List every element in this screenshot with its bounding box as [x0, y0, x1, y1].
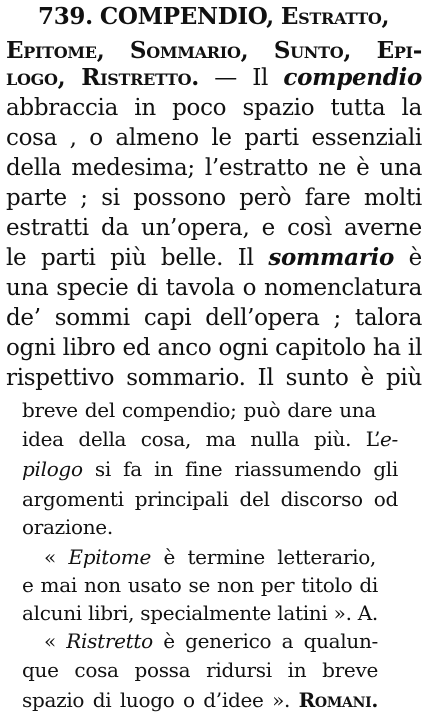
text-line — [44, 627, 378, 655]
text-segment: spazio di luogo o d’idee ». — [22, 688, 299, 712]
text-segment: alcuni libri, specialmente latini ». A. — [22, 601, 378, 625]
text-segment: — Il — [199, 65, 284, 91]
text-line — [22, 485, 398, 513]
text-segment: si fa in fine riassumendo gli — [82, 457, 398, 481]
text-line — [22, 571, 378, 599]
text-segment: estratti da un’opera, e così averne — [6, 215, 422, 241]
text-segment: de’ sommi capi dell’opera ; talora — [6, 305, 422, 331]
text-line — [22, 656, 378, 684]
article-number: 739. — [38, 3, 93, 30]
text-segment: parte ; si possono però fare molti — [6, 185, 422, 211]
text-segment: Romani. — [298, 688, 378, 712]
text-segment: e mai non usato se non per titolo di — [22, 573, 378, 597]
text-segment: è termine letterario, — [150, 545, 376, 569]
text-segment: idea della cosa, ma nulla più. L’ — [22, 427, 380, 451]
text-segment: « — [44, 545, 69, 569]
text-segment: que cosa possa ridursi in breve — [22, 658, 378, 682]
text-segment: abbraccia in poco spazio tutta la — [6, 95, 422, 121]
text-line — [6, 333, 422, 363]
text-segment: e- — [380, 427, 398, 451]
text-line — [44, 543, 376, 571]
text-segment: « — [44, 629, 67, 653]
text-line — [6, 213, 422, 243]
text-line — [6, 63, 422, 93]
text-line — [22, 686, 378, 714]
text-segment: sommario — [268, 244, 394, 271]
text-segment: cosa , o almeno le parti essenziali — [6, 125, 422, 151]
headword-main: COMPENDIO, — [99, 3, 274, 30]
text-segment: una specie di tavola o nomenclatura — [6, 275, 422, 301]
text-line — [6, 36, 422, 66]
text-line — [6, 153, 422, 183]
text-segment: è — [394, 245, 422, 271]
text-segment: pilogo — [22, 457, 83, 481]
text-line — [6, 363, 422, 393]
text-line — [22, 599, 378, 627]
headword-estratto: Estratto, — [280, 3, 390, 30]
text-line — [6, 93, 422, 123]
text-line — [6, 183, 422, 213]
text-line — [6, 273, 422, 303]
text-segment: è generico a qualun- — [152, 629, 379, 653]
text-segment: Epitome — [68, 545, 151, 569]
text-line — [22, 513, 142, 541]
text-segment: le parti più belle. Il — [6, 245, 269, 271]
text-segment: ogni libro ed anco ogni capitolo ha il — [6, 335, 422, 361]
article-header — [38, 2, 430, 32]
text-line — [22, 425, 398, 453]
text-segment: Epitome, Sommario, Sunto, Epi- — [6, 37, 422, 64]
text-line — [6, 123, 422, 153]
text-segment: logo, Ristretto. — [6, 64, 200, 91]
text-segment: della medesima; l’estratto ne è una — [6, 155, 422, 181]
text-segment: argomenti principali del discorso od — [22, 487, 398, 511]
text-segment: Ristretto — [66, 629, 153, 653]
text-line — [22, 396, 376, 424]
text-segment: orazione. — [22, 515, 113, 539]
text-segment: breve del compendio; può dare una — [22, 398, 376, 422]
text-line — [6, 303, 422, 333]
text-line — [6, 243, 422, 273]
text-segment: rispettivo sommario. Il sunto è più — [6, 365, 422, 391]
text-line — [22, 455, 398, 483]
text-segment: compendio — [283, 64, 422, 91]
